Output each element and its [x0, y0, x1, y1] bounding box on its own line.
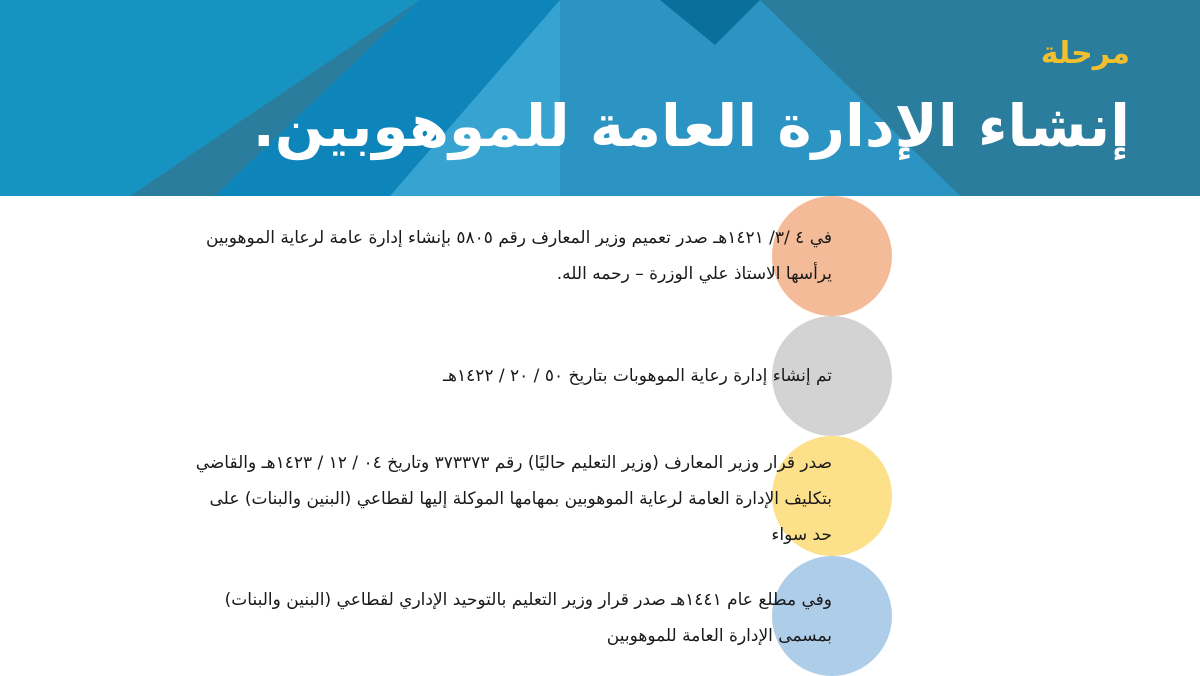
timeline-entry-3: صدر قرار وزير المعارف (وزير التعليم حاليًا) رقم ٣٧٣٣٧٣ وتاريخ ٠٤ / ١٢ / ١٤٢٣هـ والقاضي بتكليف الإدارة العامة لرعاية الموهوبين بمهامها الموكلة إليها لقطاعي (البنين والبنات) على حد سواء: [195, 453, 832, 545]
slide-title: إنشاء الإدارة العامة للموهوبين.: [252, 92, 1130, 160]
timeline-entry-2: تم إنشاء إدارة رعاية الموهوبات بتاريخ ٥٠ / ٢٠ / ١٤٢٢هـ: [442, 366, 832, 386]
timeline-entry-1: في ٤ /٣/ ١٤٢١هـ صدر تعميم وزير المعارف رقم ٥٨٠٥ بإنشاء إدارة عامة لرعاية الموهوبين يرأسها الاستاذ علي الوزرة – رحمه الله.: [205, 228, 832, 284]
timeline-entry-4: وفي مطلع عام ١٤٤١هـ صدر قرار وزير التعليم بالتوحيد الإداري لقطاعي (البنين والبنات) بمسمى الإدارة العامة للموهوبين: [224, 590, 832, 646]
header-banner: [0, 0, 1200, 196]
section-label: مرحلة: [1040, 36, 1130, 71]
